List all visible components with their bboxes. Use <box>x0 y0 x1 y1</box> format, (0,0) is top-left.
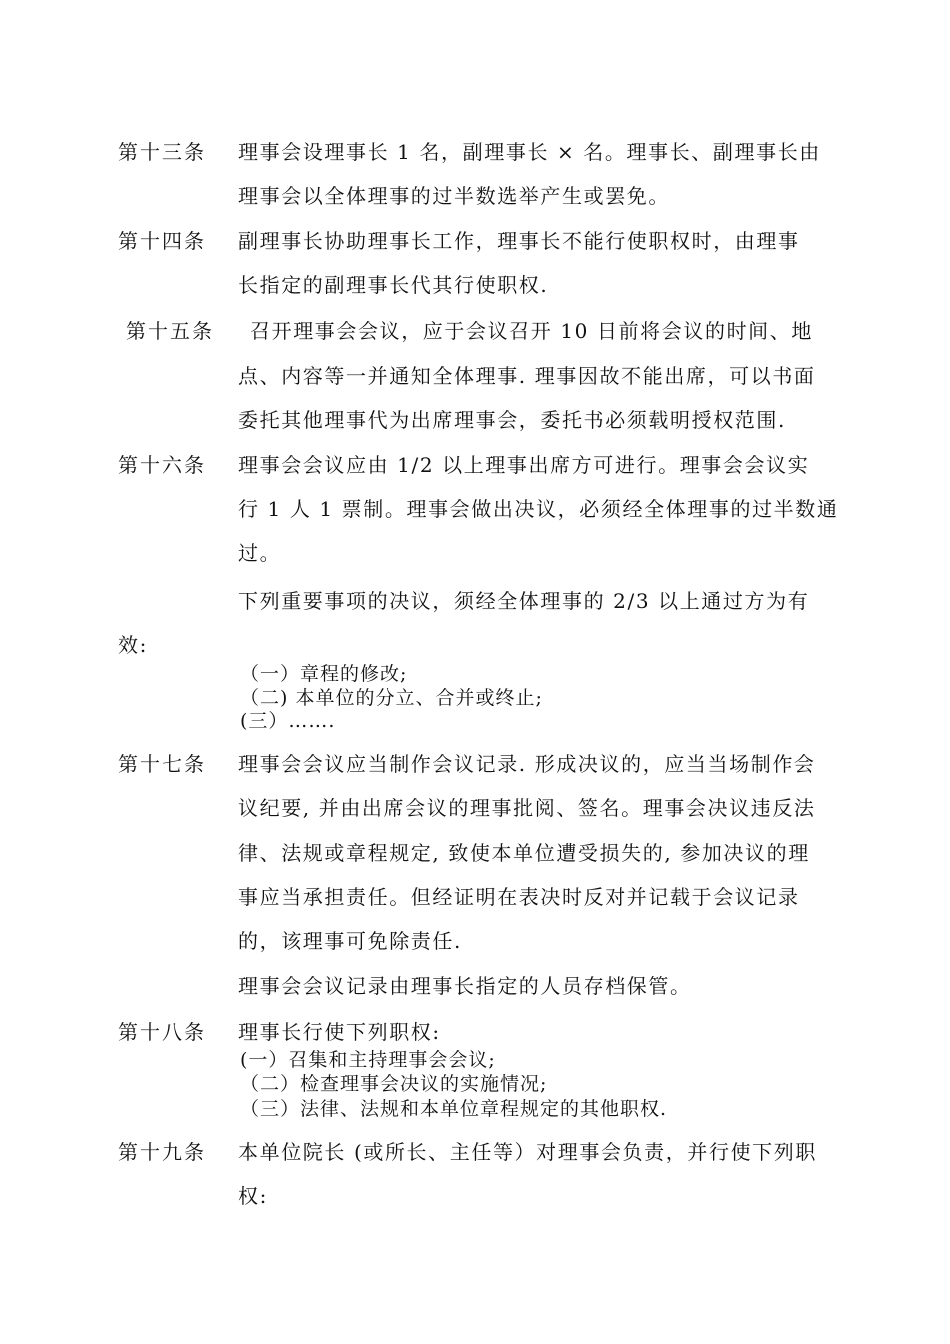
article-text-line: 理事会以全体理事的过半数选举产生或罢免。 <box>238 184 670 208</box>
list-item: (三）……. <box>240 710 336 732</box>
article-text-line: 过。 <box>238 541 282 565</box>
article-label: 第十八条 <box>118 1020 206 1044</box>
article-text-line: 效: <box>118 633 148 657</box>
article-text-line: 事应当承担责任。但经证明在表决时反对并记载于会议记录 <box>238 885 800 909</box>
list-item: （二）检查理事会决议的实施情况; <box>240 1073 548 1095</box>
article-label: 第十三条 <box>118 140 206 164</box>
article-label: 第十九条 <box>118 1140 206 1164</box>
article-label: 第十六条 <box>118 453 206 477</box>
list-item: (一）召集和主持理事会会议; <box>240 1049 496 1071</box>
article-label: 第十四条 <box>118 229 206 253</box>
article-label: 第十七条 <box>118 752 206 776</box>
article-text-line: 理事会会议应由 1/2 以上理事出席方可进行。理事会会议实 <box>238 453 810 477</box>
article-text-line: 权: <box>238 1184 268 1208</box>
article-text-line: 议纪要, 并由出席会议的理事批阅、签名。理事会决议违反法 <box>238 796 816 820</box>
article-text-line: 本单位院长 (或所长、主任等）对理事会负责，并行使下列职 <box>238 1140 817 1164</box>
article-text-line: 理事会设理事长 1 名，副理事长 × 名。理事长、副理事长由 <box>238 140 821 164</box>
article-text-line: 理事会会议记录由理事长指定的人员存档保管。 <box>238 974 692 998</box>
article-text-line: 点、内容等一并通知全体理事. 理事因故不能出席，可以书面 <box>238 364 816 388</box>
article-text-line: 副理事长协助理事长工作，理事长不能行使职权时，由理事 <box>238 229 800 253</box>
article-text-line: 理事长行使下列职权: <box>238 1020 441 1044</box>
article-text-line: 委托其他理事代为出席理事会，委托书必须载明授权范围. <box>238 408 786 432</box>
list-item: （二) 本单位的分立、合并或终止; <box>240 687 543 709</box>
article-text-line: 下列重要事项的决议，须经全体理事的 2/3 以上通过方为有 <box>238 589 810 613</box>
article-text-line: 长指定的副理事长代其行使职权. <box>238 273 549 297</box>
list-item: （一）章程的修改; <box>240 663 408 685</box>
article-text-line: 的，该理事可免除责任. <box>238 929 462 953</box>
article-text-line: 召开理事会会议，应于会议召开 10 日前将会议的时间、地 <box>250 319 813 343</box>
list-item: （三）法律、法规和本单位章程规定的其他职权. <box>240 1098 668 1120</box>
article-text-line: 行 1 人 1 票制。理事会做出决议，必须经全体理事的过半数通 <box>238 497 839 521</box>
article-text-line: 律、法规或章程规定, 致使本单位遭受损失的, 参加决议的理 <box>238 841 810 865</box>
article-label: 第十五条 <box>126 319 214 343</box>
article-text-line: 理事会会议应当制作会议记录. 形成决议的，应当当场制作会 <box>238 752 816 776</box>
